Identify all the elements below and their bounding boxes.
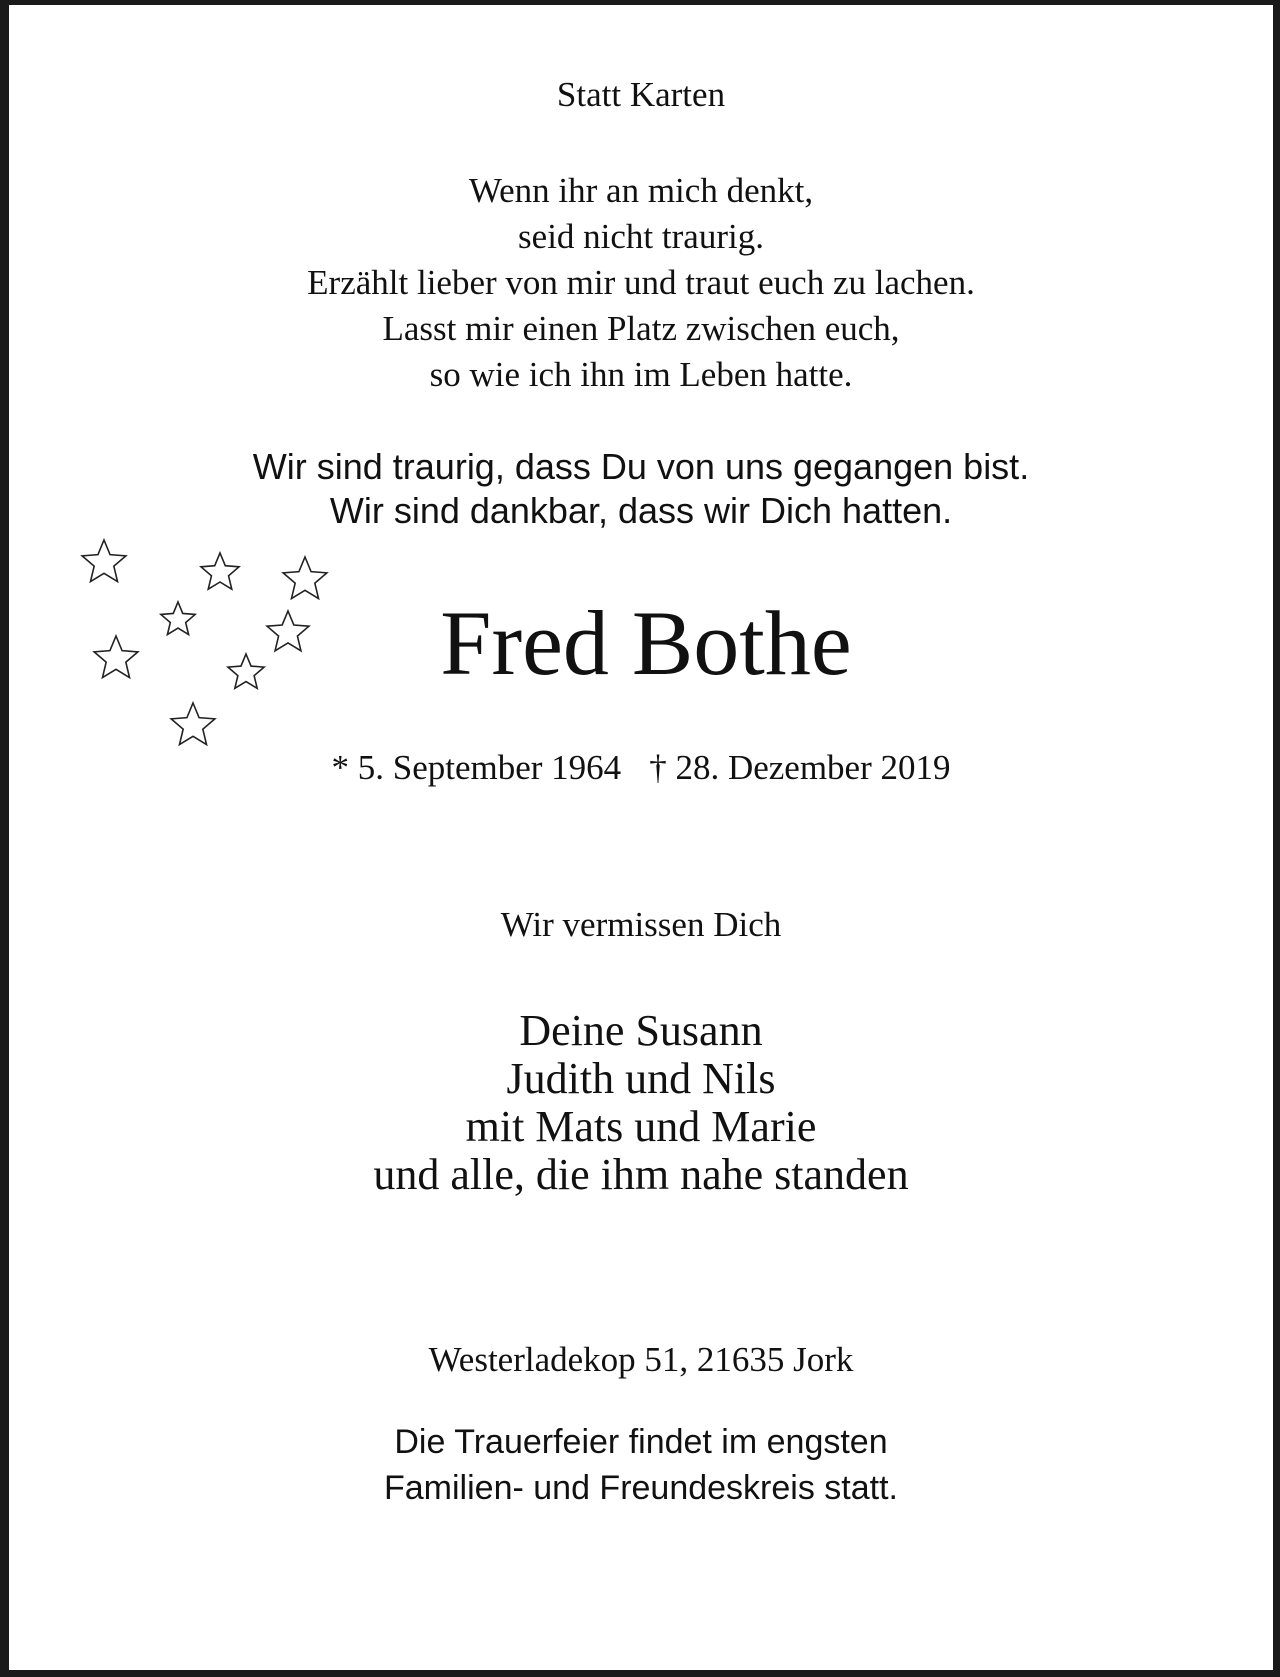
notice-line-1: Die Trauerfeier findet im engsten [394, 1423, 888, 1461]
death-date: † 28. Dezember 2019 [649, 748, 951, 787]
statt-karten-heading: Statt Karten [556, 75, 726, 114]
poem-line-4: Lasst mir einen Platz zwischen euch, [382, 309, 900, 348]
poem-line-5: so wie ich ihn im Leben hatte. [429, 355, 853, 394]
family-line-4: und alle, die ihm nahe standen [373, 1150, 909, 1199]
statement-line-1: Wir sind traurig, dass Du von uns gegangen bist. [252, 446, 1030, 487]
family-line-2: Judith und Nils [506, 1054, 776, 1103]
poem-line-3: Erzählt lieber von mir und traut euch zu lachen. [307, 263, 975, 302]
star-outline-icon [82, 540, 126, 582]
family-line-3: mit Mats und Marie [465, 1102, 817, 1151]
life-dates [9, 748, 1273, 788]
star-outline-icon [171, 703, 215, 745]
birth-date: * 5. September 1964 [331, 748, 622, 787]
miss-text: Wir vermissen Dich [500, 905, 782, 944]
poem-line-2: seid nicht traurig. [518, 217, 764, 256]
star-outline-icon [201, 553, 239, 589]
address: Westerladekop 51, 21635 Jork [428, 1340, 854, 1379]
notice-line-2: Familien- und Freundeskreis statt. [384, 1469, 898, 1507]
family-line-1: Deine Susann [519, 1006, 763, 1055]
statement-line-2: Wir sind dankbar, dass wir Dich hatten. [329, 490, 953, 531]
poem-line-1: Wenn ihr an mich denkt, [468, 171, 814, 210]
deceased-name: Fred Bothe [440, 592, 852, 694]
